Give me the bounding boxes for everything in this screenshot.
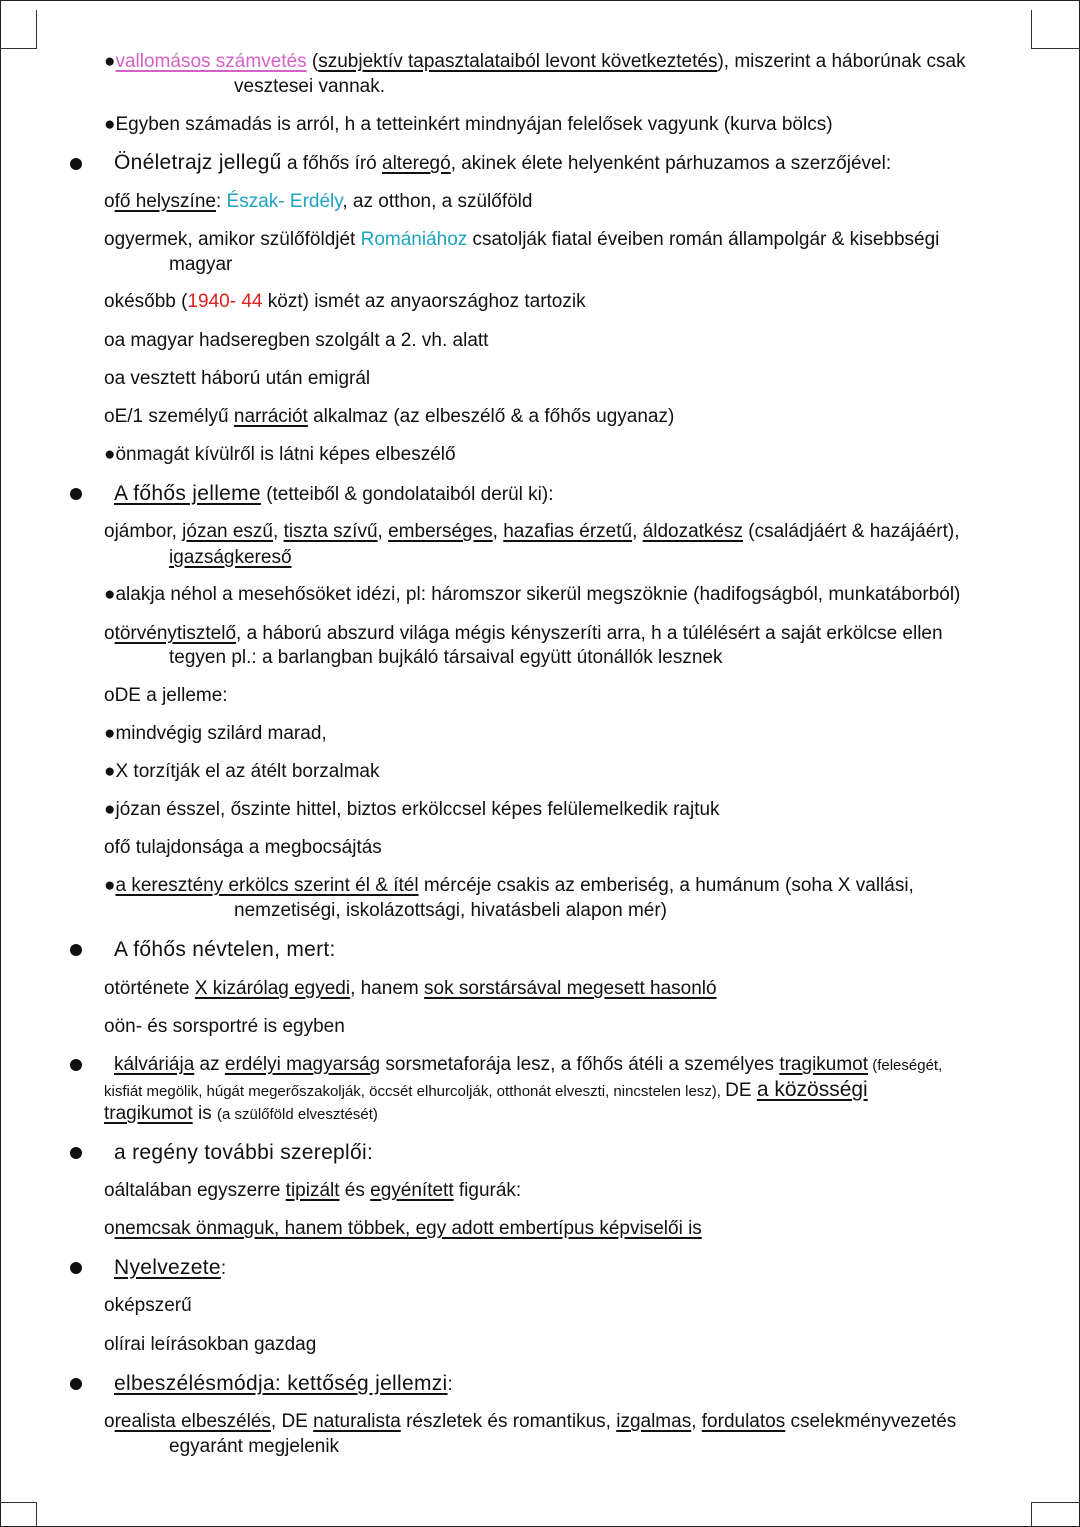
highlighted-term: 1940- 44 (187, 291, 263, 312)
text-span: mércéje csakis az emberiség, a humánum (soha X vallási, (418, 875, 914, 896)
bullet-icon (70, 1378, 82, 1390)
section-heading (114, 482, 1034, 507)
text-line (104, 1179, 1024, 1203)
text-span: oáltalában egyszerre (104, 1180, 286, 1201)
text-span: : (447, 1374, 453, 1395)
text-span: , akinek élete helyenként párhuzamos a szerzőjével: (450, 153, 892, 174)
text-line: ●józan ésszel, őszinte hittel, biztos erkölccsel képes felülemelkedik rajtuk (104, 799, 720, 820)
highlighted-term: Észak- Erdély (226, 191, 343, 212)
section-heading (114, 1372, 1034, 1397)
corner-mark-bottom-right (1031, 1502, 1080, 1527)
text-span: (tetteiből & gondolataiból derül ki): (260, 484, 554, 505)
text-line: ●X torzítják el az átélt borzalmak (104, 761, 380, 782)
text-span: o (104, 191, 115, 212)
section-heading (114, 1256, 1034, 1281)
underlined-term: egyénített (370, 1180, 454, 1201)
underlined-term: hazafias érzetű (503, 521, 633, 542)
underlined-term: tipizált (285, 1180, 340, 1201)
text-line: ofő tulajdonsága a megbocsájtás (104, 837, 382, 858)
underlined-term: fordulatos (701, 1411, 786, 1432)
text-span: , a háború abszurd világa mégis kényszeríti arra, h a túlélésért a saját erkölcse ellen (236, 623, 943, 644)
text-line: oön- és sorsportré is egyben (104, 1016, 345, 1037)
text-span: oE/1 személyű (104, 406, 234, 427)
text-line: ●alakja néhol a mesehősöket idézi, pl: háromszor sikerül megszöknie (hadifogságból, munkatáborból) (104, 584, 961, 605)
underlined-term: sok sorstársával megesett hasonló (424, 978, 717, 999)
underlined-term: nemcsak önmaguk, hanem többek, egy adott embertípus képviselői is (114, 1218, 702, 1239)
underlined-term: realista elbeszélés (114, 1411, 271, 1432)
text-span: : (215, 191, 227, 212)
text-span: , (273, 521, 284, 542)
bullet-char: ● (104, 51, 116, 72)
text-line: oDE a jelleme: (104, 685, 228, 706)
heading-text: elbeszélésmódja: kettőség jellemzi (114, 1372, 448, 1395)
text-span: ogyermek, amikor szülőföldjét (104, 229, 361, 250)
corner-mark-top-left (0, 10, 37, 49)
text-span: sorsmetaforája lesz, a főhős átéli a személyes (380, 1054, 780, 1075)
underlined-term: narrációt (233, 406, 308, 427)
text-line-continuation: nemzetiségi, iskolázottsági, hivatásbeli alapon mér) (234, 900, 667, 921)
text-span: , az otthon, a szülőföld (342, 191, 533, 212)
section-heading (114, 1053, 1034, 1078)
underlined-term: alteregó (382, 153, 451, 174)
bullet-char: ● (104, 875, 116, 896)
text-span: csatolják fiatal éveiben román állampolgár & kisebbségi (467, 229, 940, 250)
text-line: ●mindvégig szilárd marad, (104, 723, 327, 744)
underlined-term: fő helyszíne (114, 191, 216, 212)
text-line-continuation: egyaránt megjelenik (169, 1436, 340, 1457)
text-span: : (220, 1258, 227, 1279)
underlined-term: tiszta szívű (283, 521, 378, 542)
bullet-icon (70, 158, 82, 170)
text-span: , (632, 521, 643, 542)
underlined-term: naturalista (313, 1411, 401, 1432)
underlined-term: józan eszű (182, 521, 273, 542)
text-span: (a szülőföld elvesztését) (216, 1106, 378, 1123)
text-span: alkalmaz (az elbeszélő & a főhős ugyanaz) (307, 406, 675, 427)
underlined-term: vallomásos számvetés (115, 51, 307, 72)
text-line: ●Egyben számadás is arról, h a tetteinkért mindnyájan felelősek vagyunk (kurva bölcs) (104, 114, 833, 135)
text-span: o (104, 1411, 115, 1432)
text-span: és (339, 1180, 371, 1201)
section-heading (114, 1141, 1034, 1166)
underlined-term: a keresztény erkölcs szerint él & ítél (115, 875, 419, 896)
underlined-term: tragikumot (104, 1103, 193, 1124)
heading-text: Nyelvezete (114, 1256, 221, 1279)
text-line-continuation: tegyen pl.: a barlangban bujkáló társaival együtt útonállók lesznek (169, 647, 723, 668)
text-line-continuation: magyar (169, 254, 233, 275)
heading-text: A főhős névtelen, mert: (114, 938, 336, 961)
text-line (104, 290, 1024, 314)
bullet-icon (70, 488, 82, 500)
underlined-term: X kizárólag egyedi (194, 978, 351, 999)
text-span: DE (725, 1080, 757, 1101)
text-span: részletek és romantikus, (400, 1411, 617, 1432)
text-span: (feleségét, (868, 1057, 943, 1074)
bullet-icon (70, 1147, 82, 1159)
text-line (104, 874, 1024, 898)
text-line-continuation (234, 75, 1080, 99)
text-span: , (377, 521, 389, 542)
text-line (104, 977, 1024, 1001)
underlined-term: izgalmas (616, 1411, 692, 1432)
underlined-term: törvénytisztelő (114, 623, 237, 644)
text-span: (családjáért & hazájáért), (743, 521, 960, 542)
text-span: cselekményvezetés (785, 1411, 957, 1432)
text-span: o (104, 623, 115, 644)
corner-mark-bottom-left (0, 1502, 37, 1527)
bullet-icon (70, 1262, 82, 1274)
text-span: o (104, 1218, 115, 1239)
section-heading (114, 151, 1034, 176)
text-line-continuation (104, 1102, 1024, 1127)
text-span: az (194, 1054, 225, 1075)
text-span: közt) ismét az anyaországhoz tartozik (262, 291, 586, 312)
text-span: otörténete (104, 978, 195, 999)
text-span: figurák: (453, 1180, 522, 1201)
text-line: olírai leírásokban gazdag (104, 1334, 317, 1355)
underlined-term: igazságkereső (169, 547, 292, 568)
text-span: ), miszerint a háborúnak csak (717, 51, 966, 72)
section-heading (114, 938, 1034, 963)
text-line (104, 520, 1024, 544)
text-span: a főhős író (281, 153, 383, 174)
text-span: , DE (270, 1411, 314, 1432)
heading-text: a regény további szereplői: (114, 1141, 374, 1164)
heading-text: A főhős jelleme (114, 482, 261, 505)
text-span: okésőbb ( (104, 291, 188, 312)
underlined-term: tragikumot (779, 1054, 869, 1075)
text-line: ●önmagát kívülről is látni képes elbeszélő (104, 444, 456, 465)
text-span: is (192, 1103, 217, 1124)
text-span: , (492, 521, 504, 542)
heading-text: Önéletrajz jellegű (114, 151, 282, 174)
text-line: oképszerű (104, 1295, 192, 1316)
text-line (104, 622, 1024, 646)
text-line-continuation (104, 1078, 1024, 1104)
bullet-icon (70, 1059, 82, 1071)
text-line (104, 50, 1024, 74)
underlined-term: erdélyi magyarság (224, 1054, 381, 1075)
underlined-term: a közösségi (756, 1078, 868, 1101)
text-line (104, 405, 1024, 429)
text-line-continuation (169, 546, 1080, 570)
text-line (104, 1410, 1024, 1434)
text-line (104, 1217, 1024, 1241)
text-span: , hanem (350, 978, 425, 999)
text-span: , (691, 1411, 702, 1432)
underlined-term: emberséges (388, 521, 493, 542)
text-line (104, 228, 1024, 252)
text-span: ( (306, 51, 319, 72)
text-line: oa magyar hadseregben szolgált a 2. vh. alatt (104, 330, 489, 351)
text-span: ojámbor, (104, 521, 183, 542)
corner-mark-top-right (1031, 10, 1080, 49)
text-span: vesztesei vannak. (234, 76, 386, 97)
bullet-icon (70, 944, 82, 956)
text-line (104, 190, 1024, 214)
text-span: kisfiát megölik, húgát megerőszakolják, öccsét elhurcolják, otthonát elveszti, nincstelen lesz), (104, 1083, 726, 1100)
highlighted-term: Romániához (360, 229, 468, 250)
underlined-term: kálváriája (114, 1054, 195, 1075)
underlined-term: áldozatkész (642, 521, 743, 542)
underlined-term: szubjektív tapasztalataiból levont következtetés (318, 51, 718, 72)
text-line: oa vesztett háború után emigrál (104, 368, 371, 389)
